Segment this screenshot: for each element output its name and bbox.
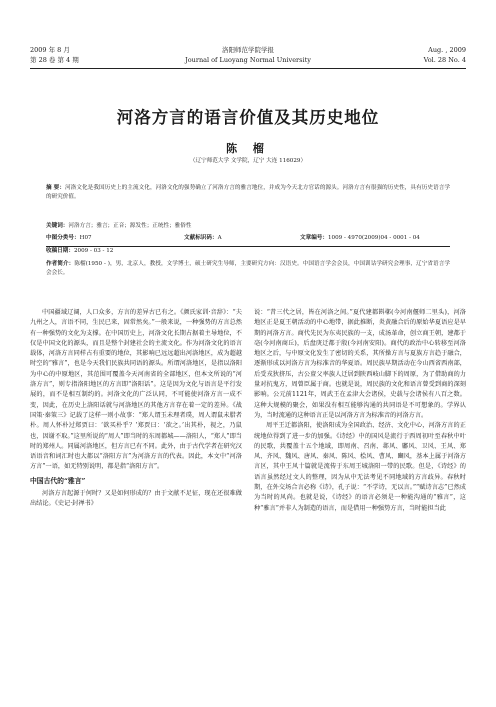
header-journal-en: Journal of Luoyang Normal University <box>185 56 311 64</box>
author-bio <box>46 260 450 278</box>
article-author: 陈 榴 <box>226 142 270 155</box>
body-column-right <box>254 308 466 514</box>
bio-label: 作者简介： <box>46 261 75 267</box>
doc-code-value: A <box>217 235 222 241</box>
body-column-left <box>30 308 242 510</box>
received-label: 收稿日期： <box>46 248 74 254</box>
section-heading: 中国古代的“雅言” <box>30 476 86 485</box>
bio-text: 陈榴(1950 - )，男，北京人，教授，文学博士，硕士研究生导师，主要研究方向：汉语史。中国语言学会会员，中国训诂学研究会理事，辽宁省语言学会会长。 <box>46 261 450 277</box>
header-rule <box>30 68 466 69</box>
article-no-value: 1009 - 4970(2009)04 - 0001 - 04 <box>327 235 420 241</box>
abstract-label: 摘 要： <box>46 185 66 191</box>
header-volume: 第 28 卷 第 4 期 <box>30 56 79 64</box>
author-affiliation: （辽宁师范大学 文学院，辽宁 大连 116029） <box>189 158 307 164</box>
body-paragraph: 河洛方言起源于何时？又是如何形成的？由于文献不足征，现在还很难做出结论。《史记·封禅书》 <box>30 490 242 508</box>
doc-code-label: 文献标识码： <box>184 235 218 241</box>
body-paragraph: 中国疆域辽阔，人口众多，方言的差异古已有之。《颜氏家训·音辞》：“夫九州之人，言语不同，生民已来，固常然矣。”一般来说，一种强势的方言总然有一种强势的文化为支撑。在中国历史上，河洛文化长期占据着主导地位，不仅是中国文化的源头，而且是整个封建社会的主流文化。作为河洛文化的语言载体，河洛方言同样占有重要的地位，其影响已远远超出河洛地区，成为超越时空的“雅言”，也是今天我们民族共同语的源头。所谓河洛地区，是指以洛阳为中心的中原地区，其范围可覆盖今天河南省的全部地区，但本文所说的“河洛方言”，则专指洛阳地区的方言即“洛阳话”。这是因为文化与语言是平行发展的，而不是相互制约的。河洛文化的广泛认同，不可能使河洛方言一成不变，因此，在历史上洛阳话就与河洛地区的其他方言存在着一定的差异。《战国策·秦策三》记载了这样一则小故事：“郑人谓玉未理者璞，周人谓鼠未腊者朴。周人怀朴过郑贾曰：‘欲买朴乎？’郑贾曰：‘欲之。’出其朴，视之，乃鼠也，因谢不取。”这里所说的“周人”即当时的东周都城——洛阳人，“郑人”即当时的郑州人。同属河洛地区，但方言已有不同。此外，由于古代学者在研究汉语语音和词汇时也大都以“洛阳方言”为河洛方言的代表。因此，本文中“河洛方言”一语，如无特别说明，都是指“洛阳方言”。 <box>30 309 242 471</box>
keywords <box>46 222 450 231</box>
abstract <box>46 184 450 202</box>
body-paragraph: 说：“昔三代之居，皆在河洛之间。”夏代建都斟鄩(今河南偃师二里头)，河洛地区正是夏王朝活动的中心地带，据此推断，炎黄融合后的原始华夏语应是早期的河洛方言。商代先民为东夷民族的一支，成汤革命，创立商王朝，建都于亳(今河南商丘)，后盘庚迁都于殷(今河南安阳)。商代的政治中心转移至河洛地区之后，与中原文化发生了密切的关系，其所操方言与夏族方言趋于融合，逐渐形成以河洛方言为标准音的华夏语。周民族早期活动在今山西省西南部，后受戎狄挤压，古公亶父率族人迁居到陕西岐山脚下的周原，为了借助商的力量对抗鬼方，周曾臣属于商。也就是说，周民族的文化和语言曾受到商的深刻影响。公元前1121年，周武王在孟津大会诸侯，史载与会诸侯有八百之数。这种大规模的聚会，如果没有相互能够沟通的共同语是不可想象的。学界认为，当时流通的这种语言正是以河洛方言为标准音的河洛方言。 <box>254 309 466 419</box>
article-no-label: 文章编号： <box>300 235 328 241</box>
header-journal-cn: 洛阳师范学院学报 <box>222 46 274 54</box>
keywords-label: 关键词： <box>46 223 69 229</box>
clc-label: 中图分类号： <box>46 235 80 241</box>
clc-value: H07 <box>79 235 92 241</box>
header-date: 2009 年 8 月 <box>30 46 70 54</box>
header-volume-en: Vol. 28 No. 4 <box>423 56 466 64</box>
article-title: 河洛方言的语言价值及其历史地位 <box>116 108 380 127</box>
body-paragraph: 周平王迁都洛阳，使洛阳成为全国政治、经济、文化中心，河洛方言的正统地位得到了进一步的加强。《诗经》中的国风是流行于西周初叶至春秋中叶的民歌，共覆盖十五个地域，即周南、召南、邶风、鄘风、卫风、王风、郑风、齐风、魏风、唐风、秦风、陈风、桧风、曹风、豳风，基本上属于河洛方言区，其中王风十篇就是流传于东周王城洛阳一带的民歌。但是，《诗经》的语言虽然经过文人的整理，因为从中无法考见不同地域的方言歧异。春秋时期，在外交场合言必称《诗》，孔子说：“不学诗，无以言。”“赋诗言志”已然成为当时的风尚。也就是说，《诗经》的语言必须是一种能沟通的“雅言”，这种“雅言”并非人为制造的语言，而是借用一种强势方言，当时能担当此 <box>254 422 466 512</box>
keywords-text: 河洛方言；雅言；正音；源发性；正统性；雅俗性 <box>68 223 192 229</box>
abstract-text: 河洛文化是我国历史上的主流文化，河洛文化的强势确立了河洛方言的雅言地位，并成为今天北方官话的源头。河洛方言有很强的历史性，具有历史语言学的研究价值。 <box>46 185 450 201</box>
received-value: 2009 - 03 - 12 <box>73 248 114 254</box>
header-date-en: Aug. , 2009 <box>428 46 466 54</box>
